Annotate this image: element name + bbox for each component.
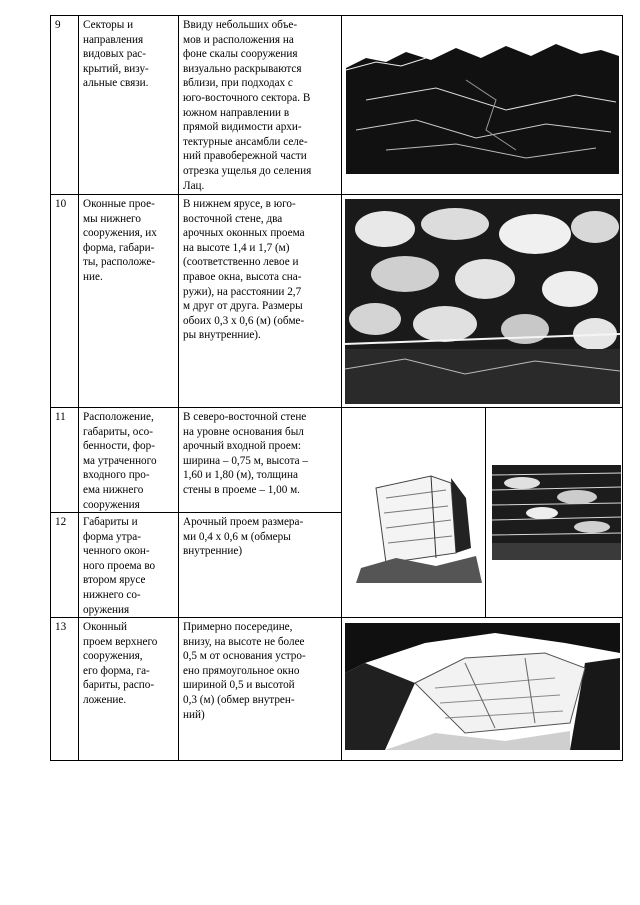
row-number: 9 <box>55 19 61 31</box>
parameter-cell: Габариты и форма утра- ченного окон- ного проема во втором ярусе нижнего со- оружения <box>83 516 156 616</box>
table-border-bottom <box>50 760 623 761</box>
description-cell: Примерно посередине, внизу, на высоте не более 0,5 м от основания устро- ено прямоугольное окно шириной 0,5 и высотой 0,3 (м) (обмер внутрен- ний) <box>183 621 306 721</box>
row-divider <box>50 194 623 195</box>
table-border-right <box>622 15 623 761</box>
parameter-cell: Расположение, габариты, осо- бенности, фор- ма утраченного входного про- ема нижнего сооружения <box>83 411 157 511</box>
row-divider <box>50 407 623 408</box>
row-number: 10 <box>55 198 67 210</box>
column-divider <box>78 15 79 761</box>
column-divider <box>178 15 179 761</box>
description-cell: В нижнем ярусе, в юго- восточной стене, два арочных оконных проема на высоте 1,4 и 1,7 (м) (соответственно левое и правое окна, высота сна- ружи), на расстоянии 2,7 м друг от друга. Размеры обоих 0,3 х 0,6 (м) (обме- ры внутренние). <box>183 198 305 342</box>
column-divider <box>341 15 342 761</box>
photo-tower-ruin <box>356 458 482 583</box>
photo-wall-detail <box>492 465 621 560</box>
parameter-cell: Секторы и направления видовых рас- крытий, визу- альные связи. <box>83 19 149 90</box>
photo-upper-window <box>345 623 620 750</box>
photo-rock-panorama <box>346 40 619 174</box>
photo-divider <box>485 407 486 617</box>
description-cell: В северо-восточной стене на уровне основания был арочный входной проем: ширина – 0,75 м, высота – 1,60 и 1,80 (м), толщина стены в проеме – 1,00 м. <box>183 411 308 496</box>
photo-stone-wall-windows <box>345 199 620 404</box>
table-border-top <box>50 15 623 16</box>
row-number: 11 <box>55 411 66 423</box>
parameter-cell: Оконные прое- мы нижнего сооружения, их форма, габари- ты, расположе- ние. <box>83 198 157 283</box>
row-number: 13 <box>55 621 67 633</box>
parameter-cell: Оконный проем верхнего сооружения, его форма, га- бариты, распо- ложение. <box>83 621 158 706</box>
table-border-left <box>50 15 51 761</box>
description-cell: Ввиду небольших объе- мов и расположения на фоне скалы сооружения визуально раскрываются вблизи, при подходах с юго-восточного сектора. В южном направлении в прямой видимости архи- тектурные ансамбли селе- ний правобережной части отрезка ущелья до селения Лац. <box>183 19 312 192</box>
row-number: 12 <box>55 516 67 528</box>
description-cell: Арочный проем размера- ми 0,4 х 0,6 м (обмеры внутренние) <box>183 516 304 558</box>
